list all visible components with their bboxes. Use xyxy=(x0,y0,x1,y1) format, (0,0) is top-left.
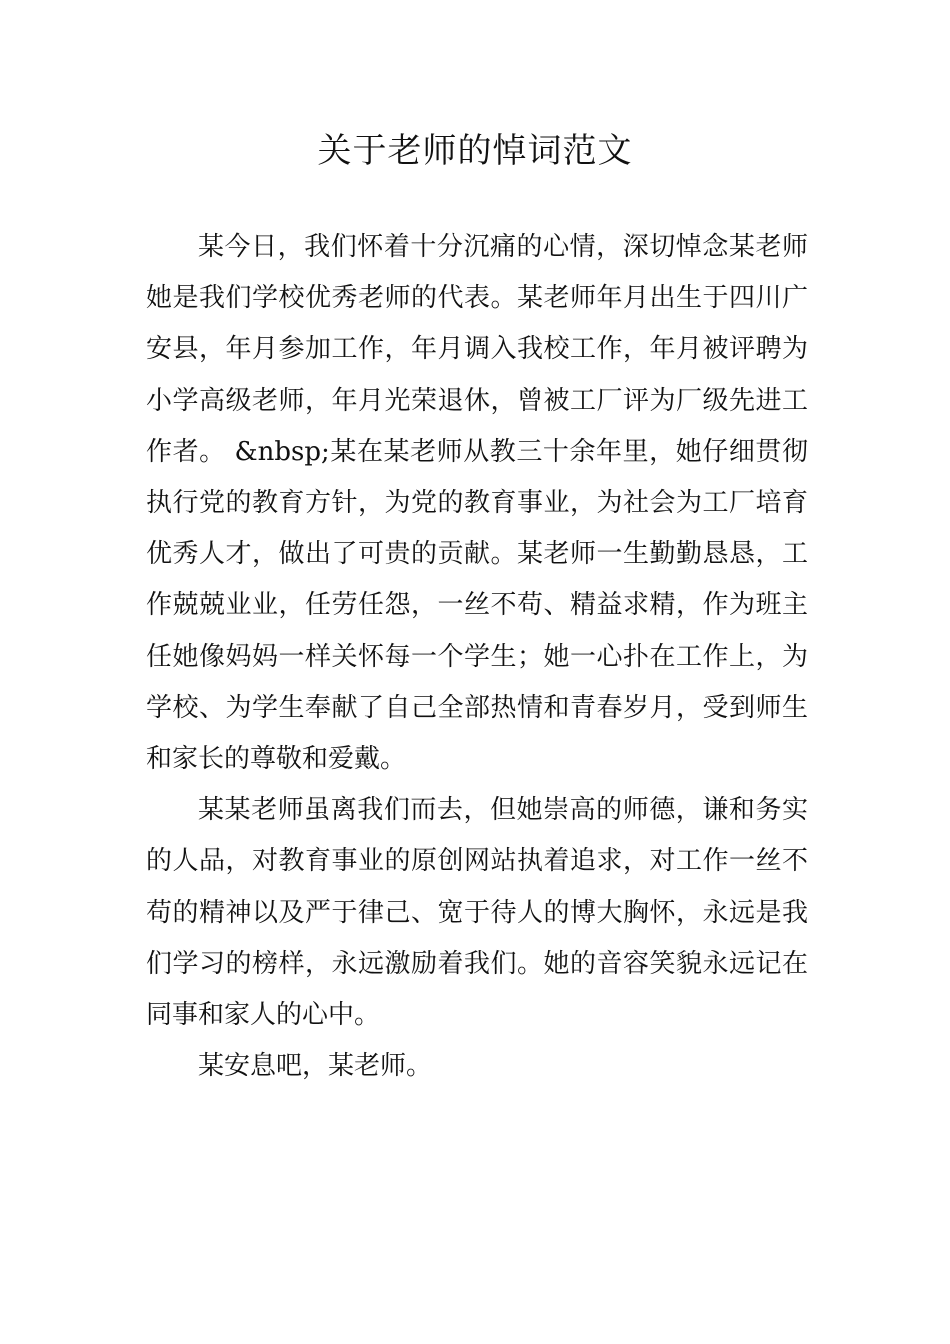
paragraph-3: 某安息吧，某老师。 xyxy=(198,1051,433,1082)
paragraph-2: 某某老师虽离我们而去，但她崇高的师德，谦和务实的人品，对教育事业的原创网站执着追求，对工作一丝不苟的精神以及严于律己、宽于待人的博大胸怀，永远是我们学习的榜样，永远激励着我们。她的音容笑貌永远记在同事和家人的心中。 xyxy=(146,795,808,1031)
document-title: 关于老师的悼词范文 xyxy=(317,131,633,171)
paragraph-1: 某今日，我们怀着十分沉痛的心情，深切悼念某老师她是我们学校优秀老师的代表。某老师年月出生于四川广安县，年月参加工作，年月调入我校工作，年月被评聘为小学高级老师，年月光荣退休，曾被工厂评为厂级先进工作者。 &nbsp;某在某老师从教三十余年里，她仔细贯彻执行党的教育方针，为党的教育事业，为社会为工厂培育优秀人才，做出了可贵的贡献。某老师一生勤勤恳恳，工作兢兢业业，任劳任怨，一丝不苟、精益求精，作为班主任她像妈妈一样关怀每一个学生；她一心扑在工作上，为学校、为学生奉献了自己全部热情和青春岁月，受到师生和家长的尊敬和爱戴。 xyxy=(146,232,808,775)
document-body xyxy=(146,222,808,1092)
